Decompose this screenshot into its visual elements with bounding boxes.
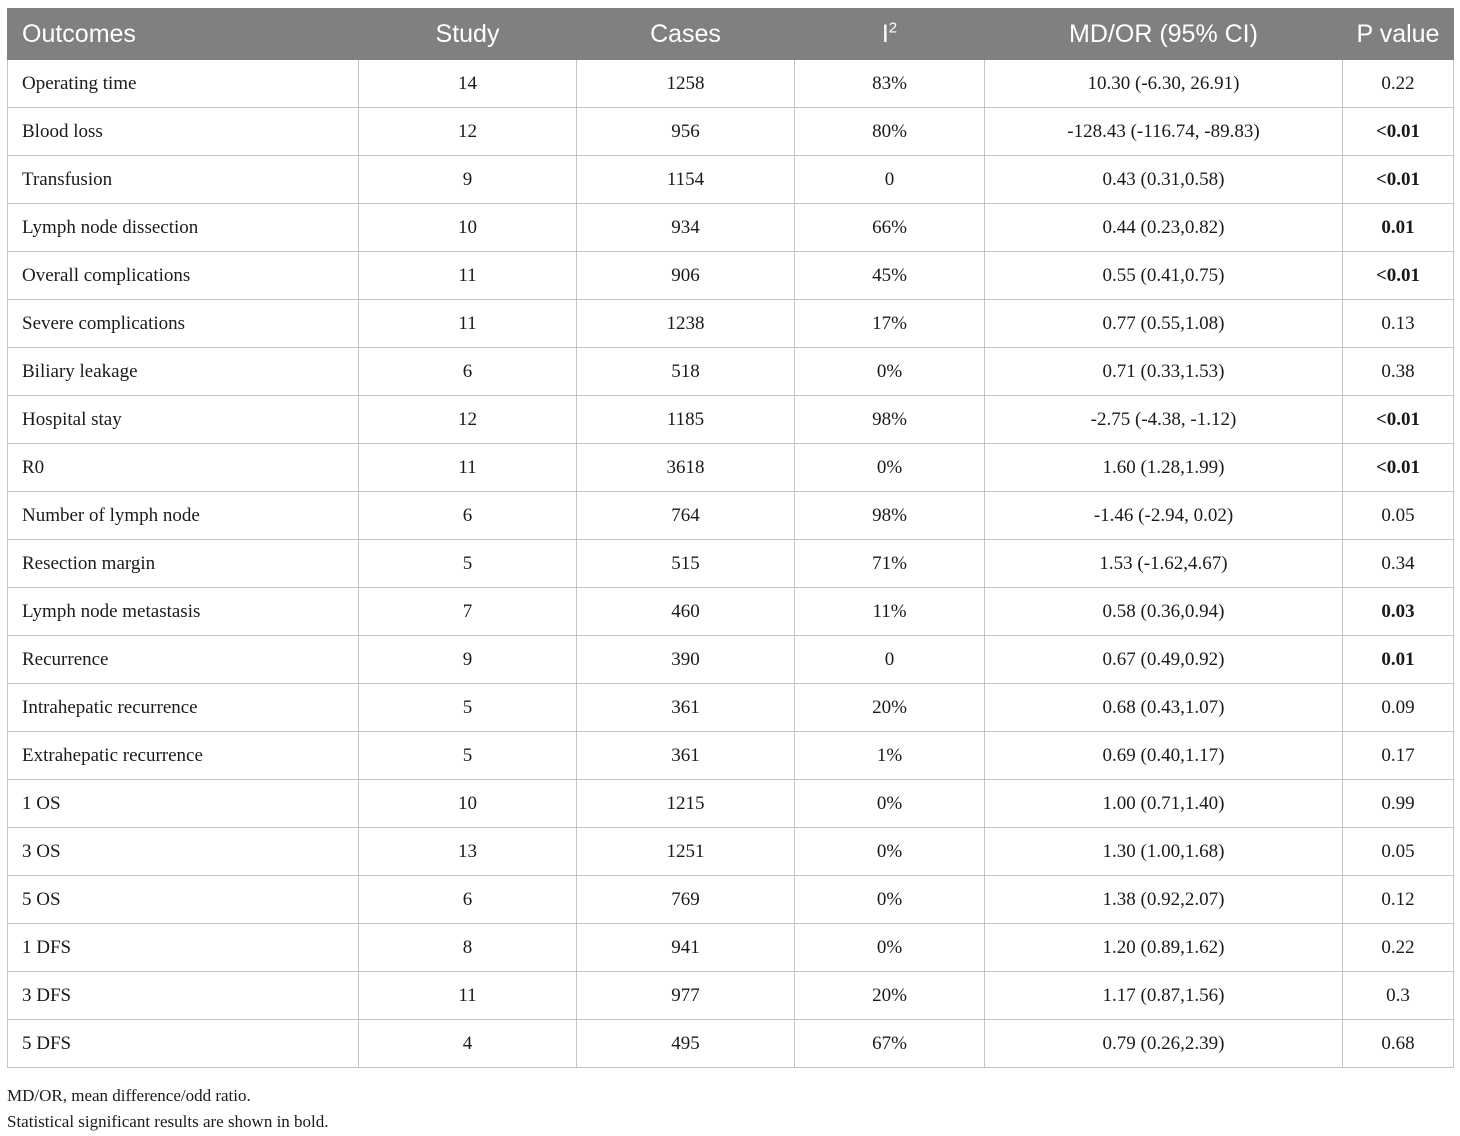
cell-md-or: 10.30 (-6.30, 26.91) [985,60,1343,108]
cell-p-value: 0.09 [1343,684,1454,732]
cell-outcome: Transfusion [8,156,359,204]
cell-md-or: 1.38 (0.92,2.07) [985,876,1343,924]
table-row [8,732,1454,780]
cell-outcome: 1 OS [8,780,359,828]
cell-outcome: Severe complications [8,300,359,348]
cell-i2: 45% [795,252,985,300]
cell-i2: 17% [795,300,985,348]
cell-md-or: 0.44 (0.23,0.82) [985,204,1343,252]
cell-cases: 941 [577,924,795,972]
cell-outcome: Blood loss [8,108,359,156]
cell-study: 5 [359,684,577,732]
cell-cases: 934 [577,204,795,252]
cell-study: 6 [359,492,577,540]
cell-i2: 20% [795,972,985,1020]
cell-i2: 11% [795,588,985,636]
cell-p-value: 0.13 [1343,300,1454,348]
header-cases: Cases [577,9,795,60]
cell-outcome: Resection margin [8,540,359,588]
cell-md-or: 1.20 (0.89,1.62) [985,924,1343,972]
cell-outcome: R0 [8,444,359,492]
table-row [8,924,1454,972]
cell-p-value: <0.01 [1343,108,1454,156]
cell-p-value: 0.01 [1343,204,1454,252]
table-row [8,396,1454,444]
cell-study: 11 [359,300,577,348]
cell-i2: 0 [795,636,985,684]
table-row [8,252,1454,300]
cell-study: 12 [359,396,577,444]
cell-study: 9 [359,156,577,204]
table-row [8,1020,1454,1068]
cell-cases: 1215 [577,780,795,828]
footnote-abbreviation: MD/OR, mean difference/odd ratio. [7,1086,251,1105]
cell-cases: 3618 [577,444,795,492]
table-row [8,972,1454,1020]
cell-study: 12 [359,108,577,156]
cell-md-or: 0.43 (0.31,0.58) [985,156,1343,204]
cell-cases: 361 [577,684,795,732]
table-row [8,204,1454,252]
table-header [8,9,1454,60]
cell-md-or: 0.68 (0.43,1.07) [985,684,1343,732]
cell-p-value: 0.34 [1343,540,1454,588]
cell-outcome: Biliary leakage [8,348,359,396]
cell-md-or: 1.30 (1.00,1.68) [985,828,1343,876]
cell-i2: 71% [795,540,985,588]
cell-i2: 0% [795,348,985,396]
cell-md-or: 0.77 (0.55,1.08) [985,300,1343,348]
cell-outcome: 1 DFS [8,924,359,972]
cell-i2: 80% [795,108,985,156]
cell-cases: 977 [577,972,795,1020]
cell-outcome: 5 OS [8,876,359,924]
cell-outcome: 3 DFS [8,972,359,1020]
cell-study: 11 [359,252,577,300]
cell-study: 6 [359,348,577,396]
cell-outcome: Intrahepatic recurrence [8,684,359,732]
cell-cases: 764 [577,492,795,540]
cell-cases: 769 [577,876,795,924]
cell-md-or: 0.71 (0.33,1.53) [985,348,1343,396]
table-row [8,540,1454,588]
cell-cases: 906 [577,252,795,300]
cell-study: 5 [359,540,577,588]
cell-outcome: Overall complications [8,252,359,300]
table-row [8,876,1454,924]
cell-md-or: -128.43 (-116.74, -89.83) [985,108,1343,156]
cell-i2: 0 [795,156,985,204]
cell-p-value: <0.01 [1343,156,1454,204]
table-body [8,60,1454,1068]
cell-study: 8 [359,924,577,972]
cell-cases: 390 [577,636,795,684]
cell-study: 6 [359,876,577,924]
cell-study: 7 [359,588,577,636]
header-i2 [795,9,985,60]
cell-p-value: <0.01 [1343,444,1454,492]
cell-p-value: <0.01 [1343,252,1454,300]
cell-i2: 0% [795,876,985,924]
cell-i2: 67% [795,1020,985,1068]
cell-p-value: 0.03 [1343,588,1454,636]
cell-i2: 66% [795,204,985,252]
cell-cases: 1154 [577,156,795,204]
table-row [8,348,1454,396]
cell-md-or: 1.00 (0.71,1.40) [985,780,1343,828]
cell-outcome: Lymph node metastasis [8,588,359,636]
cell-outcome: 3 OS [8,828,359,876]
cell-md-or: 0.69 (0.40,1.17) [985,732,1343,780]
cell-i2: 0% [795,780,985,828]
cell-study: 10 [359,204,577,252]
table-footnotes [7,1083,329,1135]
table-row [8,156,1454,204]
cell-study: 4 [359,1020,577,1068]
table-row [8,108,1454,156]
cell-study: 5 [359,732,577,780]
cell-i2: 0% [795,444,985,492]
cell-study: 13 [359,828,577,876]
cell-outcome: Hospital stay [8,396,359,444]
table-row [8,780,1454,828]
table-row [8,684,1454,732]
cell-p-value: 0.12 [1343,876,1454,924]
cell-p-value: 0.22 [1343,924,1454,972]
cell-outcome: Lymph node dissection [8,204,359,252]
cell-study: 11 [359,972,577,1020]
cell-i2: 98% [795,492,985,540]
cell-p-value: 0.38 [1343,348,1454,396]
cell-cases: 1251 [577,828,795,876]
cell-p-value: 0.01 [1343,636,1454,684]
cell-p-value: 0.17 [1343,732,1454,780]
header-row [8,9,1454,60]
footnote-significance: Statistical significant results are shown in bold. [7,1112,329,1131]
table-row [8,60,1454,108]
cell-md-or: 0.79 (0.26,2.39) [985,1020,1343,1068]
cell-md-or: 0.58 (0.36,0.94) [985,588,1343,636]
results-table [7,8,1454,1068]
header-i2-base: I [881,19,889,48]
table-row [8,300,1454,348]
cell-md-or: 1.17 (0.87,1.56) [985,972,1343,1020]
cell-md-or: -1.46 (-2.94, 0.02) [985,492,1343,540]
cell-i2: 1% [795,732,985,780]
cell-cases: 460 [577,588,795,636]
cell-md-or: 1.53 (-1.62,4.67) [985,540,1343,588]
table-row [8,828,1454,876]
cell-md-or: 0.55 (0.41,0.75) [985,252,1343,300]
cell-cases: 495 [577,1020,795,1068]
cell-study: 10 [359,780,577,828]
table-row [8,492,1454,540]
table-row [8,444,1454,492]
cell-p-value: 0.22 [1343,60,1454,108]
cell-study: 11 [359,444,577,492]
cell-i2: 98% [795,396,985,444]
cell-md-or: 0.67 (0.49,0.92) [985,636,1343,684]
cell-study: 14 [359,60,577,108]
cell-md-or: 1.60 (1.28,1.99) [985,444,1343,492]
cell-p-value: 0.3 [1343,972,1454,1020]
cell-p-value: 0.05 [1343,492,1454,540]
cell-p-value: 0.68 [1343,1020,1454,1068]
cell-p-value: 0.99 [1343,780,1454,828]
cell-cases: 515 [577,540,795,588]
cell-outcome: Number of lymph node [8,492,359,540]
cell-cases: 1258 [577,60,795,108]
header-study: Study [359,9,577,60]
cell-p-value: <0.01 [1343,396,1454,444]
header-i2-superscript: 2 [888,19,898,37]
cell-cases: 518 [577,348,795,396]
cell-outcome: 5 DFS [8,1020,359,1068]
table-row [8,588,1454,636]
cell-i2: 0% [795,828,985,876]
cell-p-value: 0.05 [1343,828,1454,876]
cell-cases: 956 [577,108,795,156]
cell-cases: 361 [577,732,795,780]
cell-outcome: Recurrence [8,636,359,684]
cell-md-or: -2.75 (-4.38, -1.12) [985,396,1343,444]
table-row [8,636,1454,684]
cell-cases: 1185 [577,396,795,444]
header-p-value: P value [1343,9,1454,60]
cell-i2: 20% [795,684,985,732]
header-md-or: MD/OR (95% CI) [985,9,1343,60]
header-outcomes: Outcomes [8,9,359,60]
cell-outcome: Operating time [8,60,359,108]
cell-study: 9 [359,636,577,684]
cell-i2: 0% [795,924,985,972]
cell-i2: 83% [795,60,985,108]
cell-cases: 1238 [577,300,795,348]
cell-outcome: Extrahepatic recurrence [8,732,359,780]
